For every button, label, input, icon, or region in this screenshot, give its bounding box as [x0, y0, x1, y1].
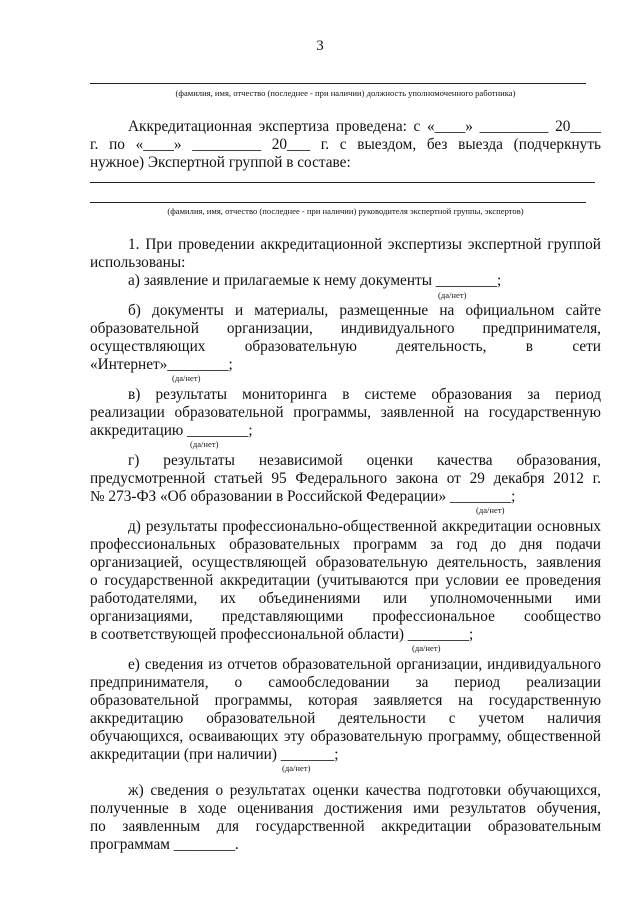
item-d-line-2: профессиональных образовательных программ за год до дня подачи [90, 536, 601, 553]
exam-line-2: г. по «____» _________ 20___ г. с выездом, без выезда (подчеркнуть [90, 136, 601, 153]
item-e-line-1: е) сведения из отчетов образовательной организации, индивидуального [128, 656, 601, 673]
para1-line-2: использованы: [90, 254, 186, 271]
item-d-line-1: д) результаты профессионально-общественной аккредитации основных [128, 518, 601, 535]
item-e-line-3: образовательной программы, которая заявляется на государственную [90, 692, 601, 709]
group-name-line-2 [90, 202, 586, 203]
item-d-line-4: о государственной аккредитации (учитываются при условии ее проведения [90, 572, 601, 589]
item-b-line-2: образовательной организации, индивидуального предпринимателя, [90, 320, 601, 337]
item-e-line-5: обучающихся, осваивающих эту образовательную программу, общественной [90, 728, 601, 745]
item-zh-line-4: программам ________. [90, 836, 239, 853]
item-d-line-7: в соответствующей профессиональной области) ________; [90, 626, 474, 643]
item-e-hint: (да/нет) [282, 763, 311, 773]
item-v-hint: (да/нет) [190, 439, 219, 449]
group-caption: (фамилия, имя, отчество (последнее - при наличии) руководителя экспертной группы, экспертов) [167, 206, 524, 216]
item-g-line-3: № 273-ФЗ «Об образовании в Российской Федерации» ________; [90, 488, 516, 505]
page-number: 3 [316, 38, 324, 54]
item-zh-line-2: полученные в ходе оценивания достижения ими результатов обучения, [90, 800, 601, 817]
item-g-hint: (да/нет) [476, 505, 505, 515]
item-b-line-1: б) документы и материалы, размещенные на официальном сайте [128, 302, 601, 319]
exam-line-3: нужное) Экспертной группой в составе: [90, 154, 351, 171]
item-d-line-5: работодателями, их объединениями или уполномоченными ими [90, 590, 601, 607]
item-d-hint: (да/нет) [412, 643, 441, 653]
item-b-line-3: осуществляющих образовательную деятельность, в сети [90, 338, 601, 355]
item-d-line-6: организациями, представляющими профессиональное сообщество [90, 608, 601, 625]
item-zh-line-1: ж) сведения о результатах оценки качества подготовки обучающихся, [128, 782, 601, 799]
item-a-line-1: а) заявление и прилагаемые к нему документы ________; [128, 272, 502, 289]
item-d-line-3: организацией, осуществляющей образовательную деятельность, заявления [90, 554, 601, 571]
item-e-line-2: предпринимателя, о самообследовании за период реализации [90, 674, 601, 691]
item-b-hint: (да/нет) [172, 373, 201, 383]
exam-line-1: Аккредитационная экспертиза проведена: с «____» _________ 20____ [128, 118, 601, 135]
item-zh-line-3: по заявленным для государственной аккредитации образовательным [90, 818, 601, 835]
item-v-line-2: реализации образовательной программы, заявленной на государственную [90, 404, 601, 421]
item-g-line-2: предусмотренной статьей 95 Федерального закона от 29 декабря 2012 г. [90, 470, 601, 487]
item-b-line-4: «Интернет»________; [90, 356, 233, 373]
item-v-line-1: в) результаты мониторинга в системе образования за период [128, 386, 601, 403]
item-g-line-1: г) результаты независимой оценки качества образования, [128, 452, 601, 469]
item-e-line-4: аккредитацию образовательной деятельности с учетом наличия [90, 710, 601, 727]
officer-caption: (фамилия, имя, отчество (последнее - при наличии) должность уполномоченного работника) [175, 88, 516, 98]
officer-name-line [90, 83, 586, 84]
item-v-line-3: аккредитацию ________; [90, 422, 253, 439]
item-e-line-6: аккредитации (при наличии) _______; [90, 746, 339, 763]
item-a-hint: (да/нет) [438, 290, 467, 300]
para1-line-1: 1. При проведении аккредитационной экспертизы экспертной группой [128, 236, 601, 253]
group-name-line-1 [90, 182, 595, 183]
